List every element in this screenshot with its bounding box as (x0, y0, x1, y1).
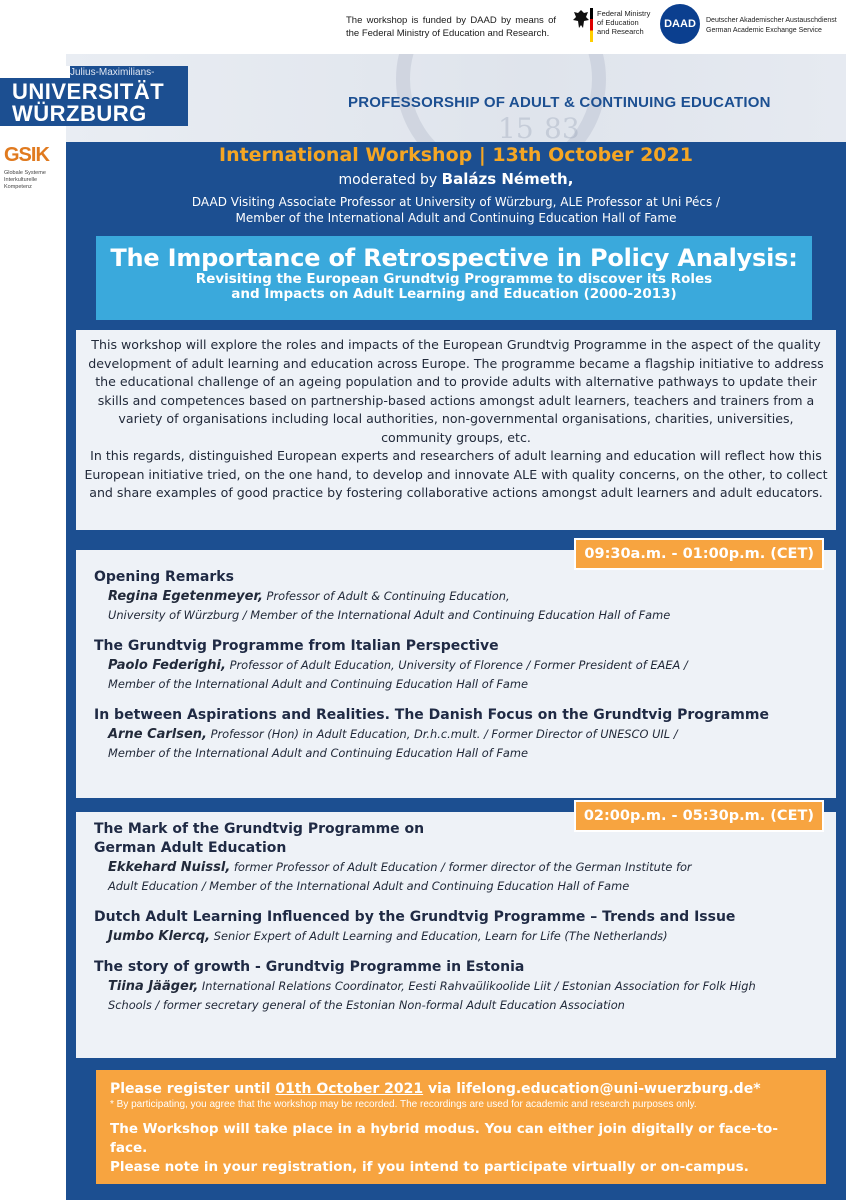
registration-deadline: 01th October 2021 (275, 1081, 424, 1097)
speaker-name: Paolo Federighi, (108, 658, 226, 673)
talk-title: In between Aspirations and Realities. The Danish Focus on the Grundtvig Programme (94, 707, 769, 723)
description-paragraph: In this regards, distinguished European experts and researchers of adult learning and education will reflect how this European initiative tried, on the one hand, to develop and innovate ALE with quality concerns, on the other, to collect and share examples of good practice by fostering collaborative actions amongst adult learners and adult educators. (84, 448, 828, 500)
registration-email-link[interactable]: lifelong.education@uni-wuerzburg.de* (456, 1081, 761, 1097)
talk-item (94, 908, 818, 946)
speaker-name: Ekkehard Nuissl, (108, 860, 231, 875)
federal-eagle-icon (572, 8, 590, 30)
logo-wave-shape (0, 66, 70, 78)
afternoon-session (76, 808, 836, 1058)
talk-speaker-info: Regina Egetenmeyer, Professor of Adult & Continuing Education, University of Würzburg / Member of the International Adult and Continuing Education Hall of Fame (108, 589, 671, 622)
university-logo: Julius-Maximilians- UNIVERSITÄT WÜRZBURG (0, 66, 188, 126)
talk-speaker-info: Jumbo Klercq, Senior Expert of Adult Learning and Education, Learn for Life (The Netherlands) (108, 929, 668, 944)
talk-title: The Grundtvig Programme from Italian Perspective (94, 638, 499, 654)
description-paragraph: This workshop will explore the roles and impacts of the European Grundtvig Programme in the aspect of the quality development of adult learning and education across Europe. The programme became a flagship initiative to address the educational challenge of an ageing population and to provide adults with alternative pathways to update their skills and competences based on partnership-based actions amongst adult learners, teachers and trainers from a variety of organisations including local authorities, non-governmental organisations, charities, universities, community groups, etc. (88, 337, 824, 445)
description-box (76, 330, 836, 530)
talk-title: The Mark of the Grundtvig Programme on German Adult Education (94, 821, 425, 856)
talk-title: Dutch Adult Learning Influenced by the Grundtvig Programme – Trends and Issue (94, 909, 736, 925)
workshop-title: International Workshop | 13th October 2021 (219, 144, 693, 166)
funding-note: The workshop is funded by DAAD by means of the Federal Ministry of Education and Research. (346, 15, 556, 39)
daad-logo: DAAD (660, 4, 700, 44)
talk-speaker-info: Arne Carlsen, Professor (Hon) in Adult Education, Dr.h.c.mult. / Former Director of UNESCO UIL / Member of the International Adult and Continuing Education Hall of Fame (108, 727, 678, 760)
german-flag-stripe (590, 8, 593, 42)
main-subtitle: Revisiting the European Grundtvig Programme to discover its Roles and Impacts on Adult Learning and Education (2000-2013) (195, 271, 713, 302)
talk-title: The story of growth - Grundtvig Programme in Estonia (94, 959, 525, 975)
daad-text: Deutscher Akademischer Austauschdienst German Academic Exchange Service (706, 17, 837, 34)
talk-item (94, 958, 818, 1015)
talk-speaker-info: Tiina Jääger, International Relations Coordinator, Eesti Rahvaülikoolide Liit / Estonian Association for Folk High Schools / former secretary general of the Estonian Non-formal Adult Education Association (108, 979, 756, 1012)
speaker-name: Tiina Jääger, (108, 979, 199, 994)
bmbf-text: Federal Ministry of Education and Research (597, 9, 651, 36)
gsik-mark: GSIK (4, 144, 49, 166)
gsik-logo (0, 140, 64, 192)
time-badge-afternoon: 02:00p.m. - 05:30p.m. (CET) (574, 800, 824, 832)
talk-item (94, 706, 818, 763)
talk-speaker-info: Ekkehard Nuissl, former Professor of Adult Education / former director of the German Institute for Adult Education / Member of the International Adult and Continuing Education Hall of Fame (108, 860, 692, 893)
main-title: The Importance of Retrospective in Policy Analysis: (110, 244, 798, 272)
speaker-name: Arne Carlsen, (108, 727, 207, 742)
hybrid-info: The Workshop will take place in a hybrid modus. You can either join digitally or face-to-face. Please note in your registration, if you intend to participate virtually or on-campus. (110, 1121, 778, 1175)
morning-session (76, 546, 836, 798)
bmbf-logo (572, 8, 652, 48)
recording-note: * By participating, you agree that the workshop may be recorded. The recordings are used for academic and research purposes only. (110, 1099, 697, 1110)
talk-speaker-info: Paolo Federighi, Professor of Adult Education, University of Florence / Former President of EAEA / Member of the International Adult and Continuing Education Hall of Fame (108, 658, 688, 691)
registration-box (96, 1070, 826, 1184)
speaker-name: Regina Egetenmeyer, (108, 589, 263, 604)
talk-item (94, 568, 818, 625)
moderated-by: moderated by Balázs Németh, (338, 170, 574, 188)
professorship-title: PROFESSORSHIP OF ADULT & CONTINUING EDUCATION (348, 94, 771, 111)
gsik-tagline: Globale Systeme Interkulturelle Kompetenz (4, 170, 46, 190)
moderator-description: DAAD Visiting Associate Professor at University of Würzburg, ALE Professor at Uni Pécs / Member of the International Adult and Continuing Education Hall of Fame (191, 195, 721, 225)
seal-year-watermark: 83 (544, 112, 580, 142)
speaker-name: Jumbo Klercq, (108, 929, 211, 944)
moderator-name: Balázs Németh, (441, 170, 574, 188)
talk-item (94, 637, 818, 694)
seal-year-watermark: 15 (498, 112, 534, 142)
registration-line: Please register until 01th October 2021 via lifelong.education@uni-wuerzburg.de* (110, 1081, 761, 1097)
talk-title: Opening Remarks (94, 569, 234, 585)
main-title-box (96, 236, 812, 320)
time-badge-morning: 09:30a.m. - 01:00p.m. (CET) (574, 538, 824, 570)
